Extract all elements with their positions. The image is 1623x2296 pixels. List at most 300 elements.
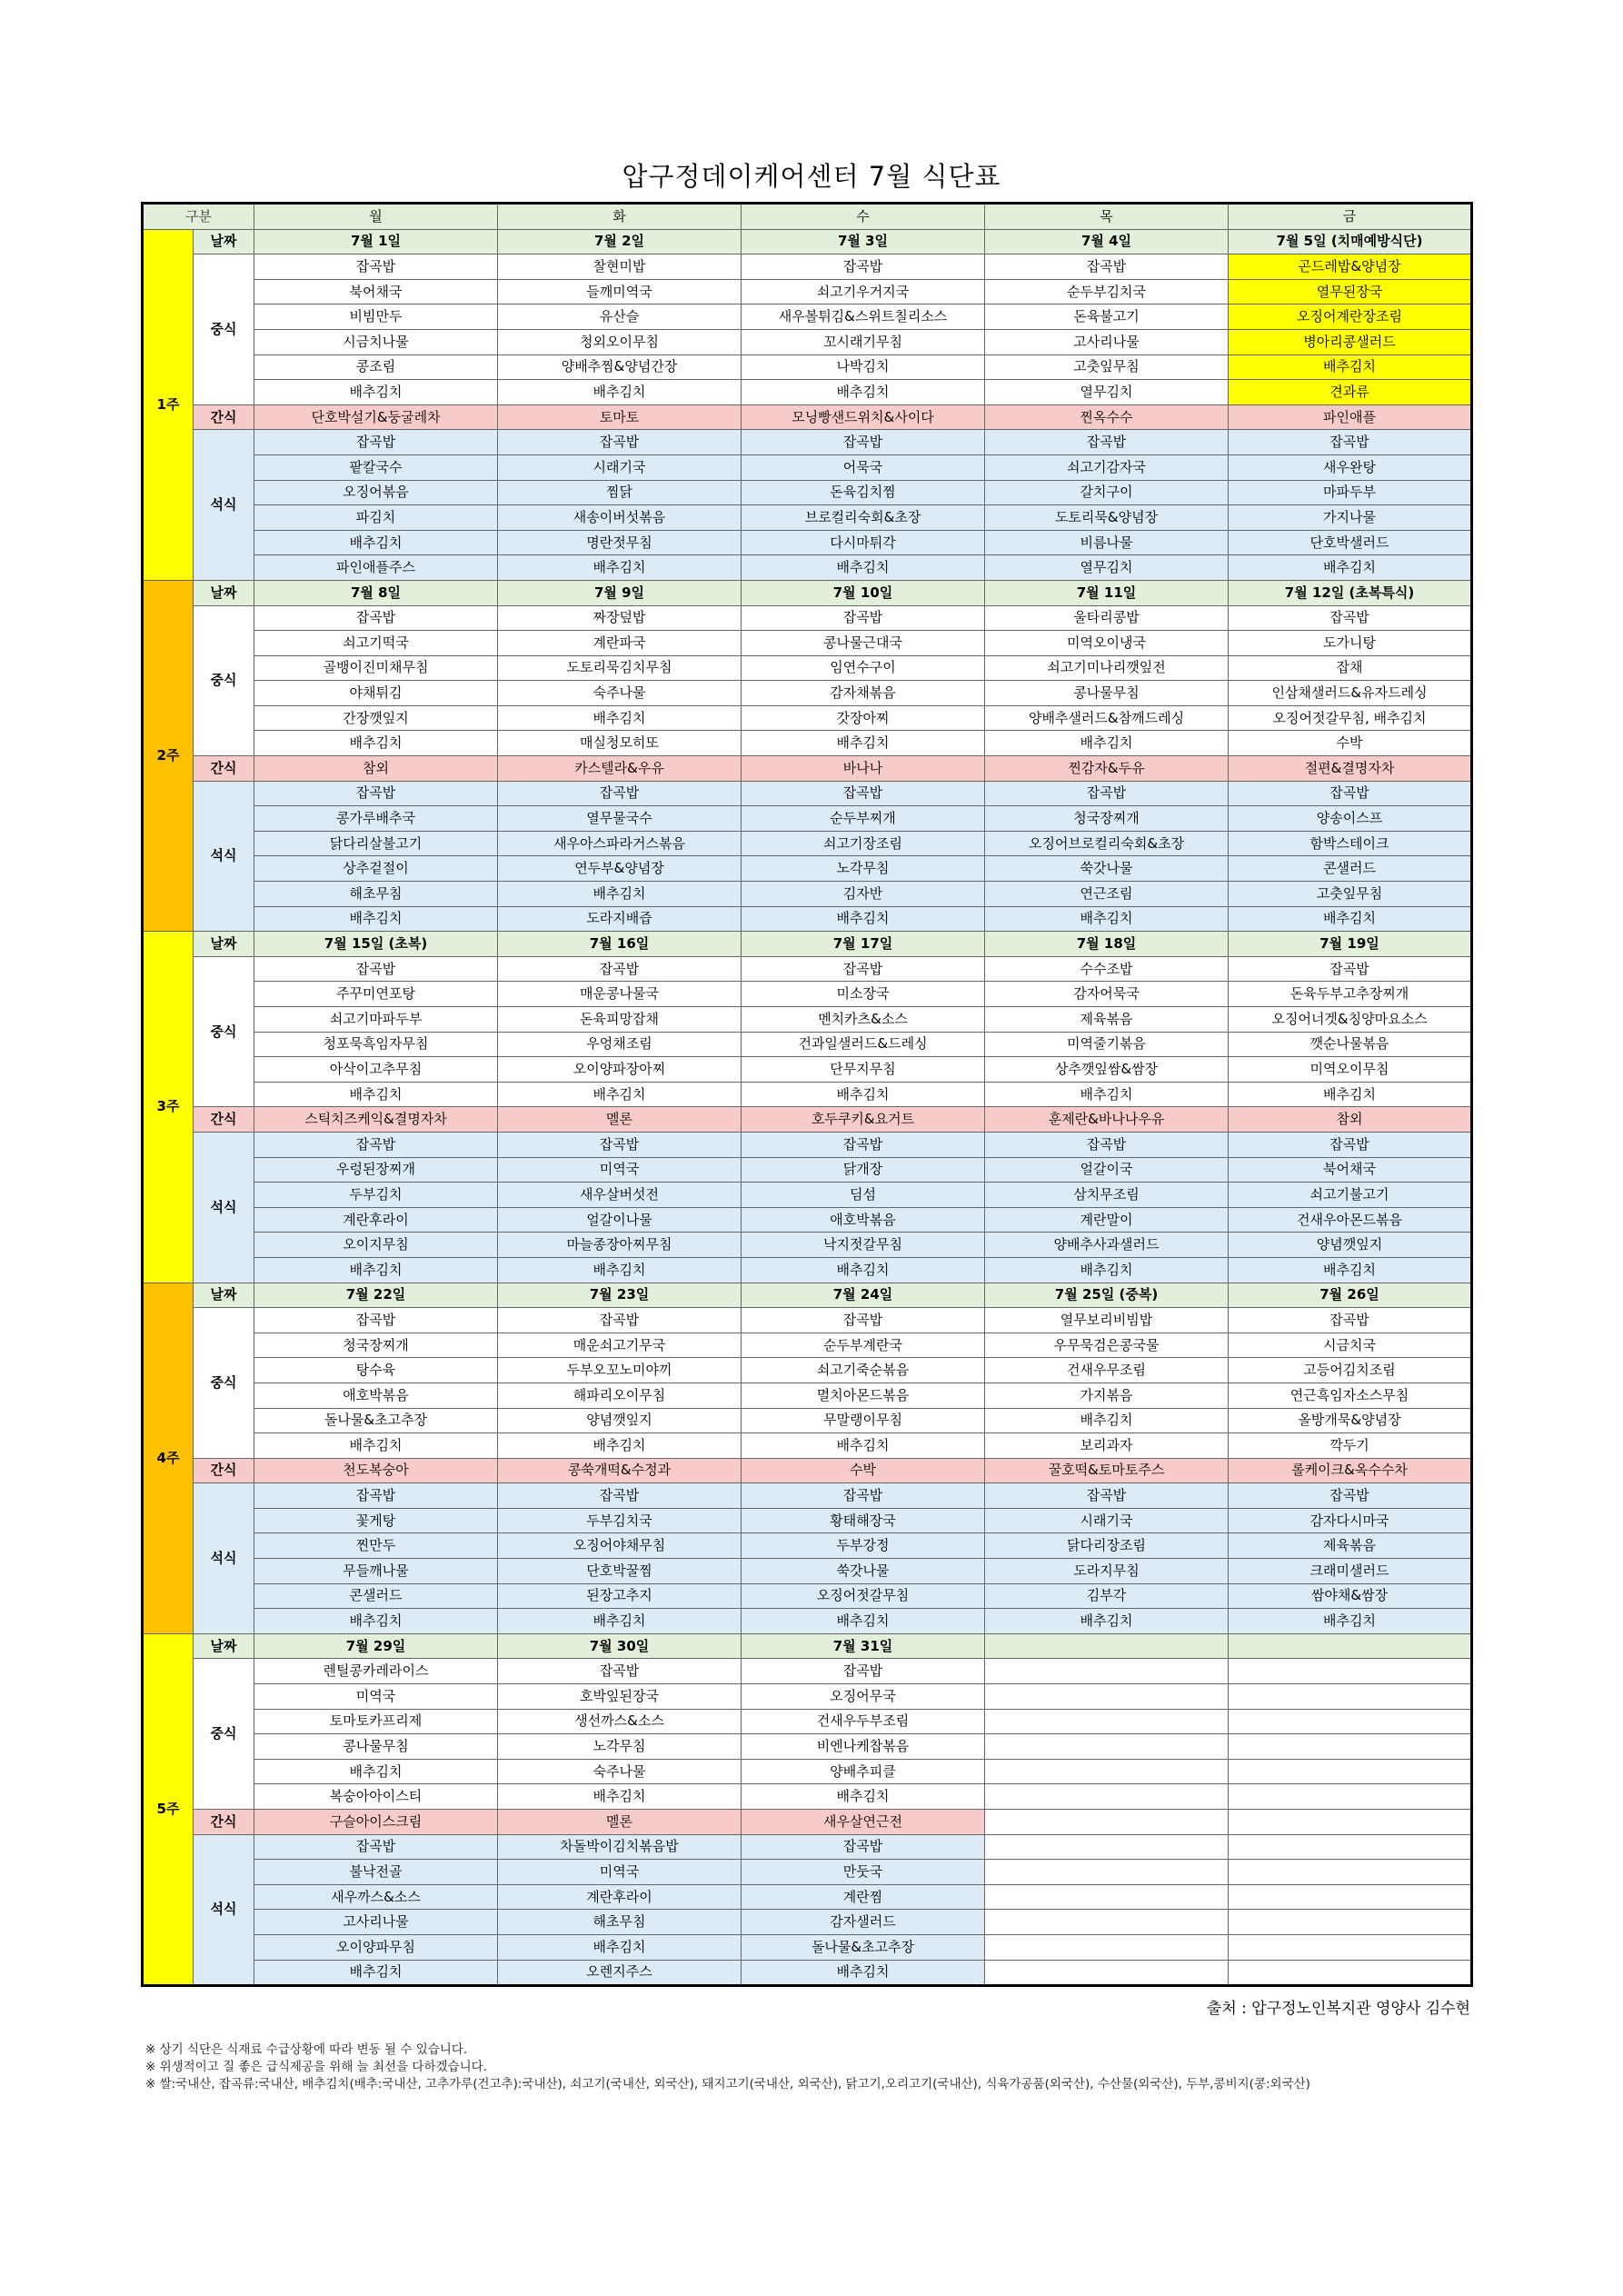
date-cell: 7월 4일 <box>985 229 1229 255</box>
menu-item: 가지볶음 <box>985 1383 1229 1408</box>
menu-item: 잡곡밥 <box>985 1483 1229 1509</box>
menu-item: 쇠고기마파두부 <box>254 1007 498 1033</box>
dinner-row <box>143 480 1472 505</box>
date-label: 날짜 <box>194 1633 254 1659</box>
snack-item: 새우살연근전 <box>742 1810 985 1835</box>
snack-label: 간식 <box>194 1458 254 1483</box>
menu-item: 배추김치 <box>254 1257 498 1283</box>
menu-item: 잡곡밥 <box>1229 1308 1472 1333</box>
menu-item: 김자반 <box>742 882 985 907</box>
lunch-row <box>143 1759 1472 1784</box>
menu-item: 열무보리비빔밥 <box>985 1308 1229 1333</box>
menu-item: 새우살버섯전 <box>498 1183 742 1208</box>
menu-item <box>1229 1709 1472 1734</box>
menu-item: 열무김치 <box>985 380 1229 405</box>
lunch-row <box>143 681 1472 706</box>
lunch-row <box>143 1333 1472 1358</box>
menu-item: 잡곡밥 <box>498 430 742 455</box>
lunch-row <box>143 731 1472 756</box>
menu-item: 숙주나물 <box>498 1759 742 1784</box>
menu-item: 쇠고기죽순볶음 <box>742 1358 985 1383</box>
menu-item: 애호박볶음 <box>742 1207 985 1233</box>
menu-item: 토마토카프리제 <box>254 1709 498 1734</box>
menu-item: 주꾸미연포탕 <box>254 982 498 1007</box>
menu-item: 계란파국 <box>498 631 742 656</box>
menu-item: 새우까스&소스 <box>254 1884 498 1910</box>
date-cell: 7월 3일 <box>742 229 985 255</box>
snack-item: 구슬아이스크림 <box>254 1810 498 1835</box>
menu-item: 돈육피망잡채 <box>498 1007 742 1033</box>
menu-item: 잡곡밥 <box>498 1132 742 1157</box>
snack-label: 간식 <box>194 756 254 782</box>
menu-item <box>1229 1684 1472 1710</box>
menu-item: 견과류 <box>1229 380 1472 405</box>
date-cell <box>1229 1633 1472 1659</box>
menu-item: 단호박꿀찜 <box>498 1559 742 1584</box>
menu-item <box>985 1734 1229 1760</box>
menu-item: 수박 <box>1229 731 1472 756</box>
date-cell: 7월 24일 <box>742 1283 985 1308</box>
menu-item: 잡곡밥 <box>742 605 985 631</box>
menu-item: 잡곡밥 <box>1229 430 1472 455</box>
menu-item: 배추김치 <box>985 906 1229 932</box>
dinner-label: 석식 <box>194 1132 254 1283</box>
lunch-row <box>143 329 1472 354</box>
lunch-row <box>143 631 1472 656</box>
menu-item: 해초무침 <box>498 1910 742 1935</box>
menu-item: 유산슬 <box>498 304 742 330</box>
menu-item: 배추김치 <box>498 705 742 731</box>
menu-item: 콘샐러드 <box>254 1583 498 1609</box>
menu-item: 미역국 <box>254 1684 498 1710</box>
menu-item <box>1229 1659 1472 1684</box>
menu-item: 건새우무조림 <box>985 1358 1229 1383</box>
menu-item: 잡곡밥 <box>254 1483 498 1509</box>
menu-item: 순두부계란국 <box>742 1333 985 1358</box>
footnote-1: ※ 상기 식단은 식재료 수급상황에 따라 변동 될 수 있습니다. <box>145 2042 468 2057</box>
snack-row <box>143 1810 1472 1835</box>
menu-item: 우엉채조림 <box>498 1032 742 1057</box>
menu-item: 콘샐러드 <box>1229 856 1472 882</box>
lunch-row <box>143 1057 1472 1083</box>
menu-item <box>1229 1784 1472 1810</box>
menu-item: 얼갈이나물 <box>498 1207 742 1233</box>
snack-item: 훈제란&바나나우유 <box>985 1107 1229 1133</box>
menu-item: 쇠고기감자국 <box>985 454 1229 480</box>
date-label: 날짜 <box>194 1283 254 1308</box>
menu-item: 잡곡밥 <box>498 1308 742 1333</box>
menu-item: 쌈야채&쌈장 <box>1229 1583 1472 1609</box>
header-day-wed: 수 <box>742 204 985 230</box>
menu-item: 청포묵흑임자무침 <box>254 1032 498 1057</box>
dinner-row <box>143 1157 1472 1183</box>
menu-item: 단무지무침 <box>742 1057 985 1083</box>
menu-item: 오이지무침 <box>254 1233 498 1258</box>
footnotes <box>145 2041 1472 2093</box>
menu-item: 배추김치 <box>254 906 498 932</box>
menu-item <box>1229 1934 1472 1960</box>
menu-item: 배추김치 <box>742 1784 985 1810</box>
menu-item: 김부각 <box>985 1583 1229 1609</box>
date-cell: 7월 22일 <box>254 1283 498 1308</box>
date-cell: 7월 19일 <box>1229 932 1472 957</box>
dinner-row <box>143 906 1472 932</box>
menu-item: 딤섬 <box>742 1183 985 1208</box>
menu-item: 돈육불고기 <box>985 304 1229 330</box>
snack-item: 토마토 <box>498 404 742 430</box>
week-label: 4주 <box>143 1283 194 1633</box>
menu-item: 잡곡밥 <box>985 430 1229 455</box>
lunch-row <box>143 1032 1472 1057</box>
menu-item: 잡곡밥 <box>498 1659 742 1684</box>
menu-item: 도토리묵김치무침 <box>498 655 742 681</box>
menu-item: 해초무침 <box>254 882 498 907</box>
menu-item: 만둣국 <box>742 1860 985 1885</box>
menu-item: 잡곡밥 <box>742 956 985 982</box>
menu-item <box>1229 1884 1472 1910</box>
menu-item: 돈육두부고추장찌개 <box>1229 982 1472 1007</box>
menu-item: 노각무침 <box>742 856 985 882</box>
menu-item: 짜장덮밥 <box>498 605 742 631</box>
menu-item <box>985 1960 1229 1986</box>
menu-item <box>1229 1734 1472 1760</box>
header-day-mon: 월 <box>254 204 498 230</box>
dinner-label: 석식 <box>194 1483 254 1634</box>
menu-item: 미역오이무침 <box>1229 1057 1472 1083</box>
menu-item: 두부김치국 <box>498 1508 742 1533</box>
menu-item: 잡곡밥 <box>742 1483 985 1509</box>
menu-item: 팥칼국수 <box>254 454 498 480</box>
menu-item: 감자다시마국 <box>1229 1508 1472 1533</box>
menu-item: 렌틸콩카레라이스 <box>254 1659 498 1684</box>
lunch-row <box>143 1734 1472 1760</box>
menu-item: 순두부김치국 <box>985 279 1229 304</box>
menu-item <box>1229 1834 1472 1860</box>
menu-item: 배추김치 <box>254 1609 498 1634</box>
snack-item: 참외 <box>1229 1107 1472 1133</box>
header-day-thu: 목 <box>985 204 1229 230</box>
menu-item: 수수조밥 <box>985 956 1229 982</box>
menu-item: 배추김치 <box>1229 1257 1472 1283</box>
menu-item: 콩나물무침 <box>985 681 1229 706</box>
date-row <box>143 580 1472 605</box>
menu-item: 시래기국 <box>985 1508 1229 1533</box>
menu-item: 잡곡밥 <box>254 430 498 455</box>
menu-item: 건새우두부조림 <box>742 1709 985 1734</box>
menu-item: 새우볼튀김&스위트칠리소스 <box>742 304 985 330</box>
menu-item: 잡곡밥 <box>498 1483 742 1509</box>
menu-item: 오이양파장아찌 <box>498 1057 742 1083</box>
menu-item: 오징어브로컬리숙회&초장 <box>985 831 1229 856</box>
menu-item: 미소장국 <box>742 982 985 1007</box>
menu-item: 잡곡밥 <box>254 255 498 280</box>
date-cell: 7월 30일 <box>498 1633 742 1659</box>
lunch-row <box>143 655 1472 681</box>
dinner-row <box>143 1834 1472 1860</box>
menu-item: 고춧잎무침 <box>985 354 1229 380</box>
menu-item: 쇠고기장조림 <box>742 831 985 856</box>
menu-item: 콩나물근대국 <box>742 631 985 656</box>
menu-item: 잡곡밥 <box>985 781 1229 806</box>
menu-item: 두부강정 <box>742 1533 985 1559</box>
menu-item: 제육볶음 <box>1229 1533 1472 1559</box>
lunch-row <box>143 279 1472 304</box>
menu-item: 배추김치 <box>498 1784 742 1810</box>
menu-item <box>985 1709 1229 1734</box>
menu-item <box>1229 1860 1472 1885</box>
menu-item: 쑥갓나물 <box>985 856 1229 882</box>
menu-item: 연근흑임자소스무침 <box>1229 1383 1472 1408</box>
menu-item: 우렁된장찌개 <box>254 1157 498 1183</box>
menu-item: 오징어젓갈무침, 배추김치 <box>1229 705 1472 731</box>
meal-plan-table <box>141 202 1473 1987</box>
lunch-label: 중식 <box>194 1659 254 1810</box>
menu-item: 닭개장 <box>742 1157 985 1183</box>
menu-item: 매운콩나물국 <box>498 982 742 1007</box>
snack-item: 카스텔라&우유 <box>498 756 742 782</box>
snack-item: 단호박설기&둥굴레차 <box>254 404 498 430</box>
menu-item: 잡곡밥 <box>1229 605 1472 631</box>
menu-item: 열무물국수 <box>498 806 742 832</box>
menu-item: 배추김치 <box>1229 1082 1472 1107</box>
date-cell: 7월 9일 <box>498 580 742 605</box>
menu-item: 배추김치 <box>1229 1609 1472 1634</box>
menu-item: 된장고추지 <box>498 1583 742 1609</box>
menu-item: 오징어볶음 <box>254 480 498 505</box>
dinner-row <box>143 1884 1472 1910</box>
menu-item: 잡곡밥 <box>254 781 498 806</box>
dinner-row <box>143 1860 1472 1885</box>
menu-item: 감자채볶음 <box>742 681 985 706</box>
menu-item: 꽃게탕 <box>254 1508 498 1533</box>
date-row <box>143 932 1472 957</box>
menu-item: 다시마튀각 <box>742 530 985 555</box>
menu-item: 청국장찌개 <box>254 1333 498 1358</box>
snack-item: 수박 <box>742 1458 985 1483</box>
date-cell: 7월 5일 (치매예방식단) <box>1229 229 1472 255</box>
menu-item: 오렌지주스 <box>498 1960 742 1986</box>
menu-item: 콩나물무침 <box>254 1734 498 1760</box>
date-cell <box>985 1633 1229 1659</box>
snack-item: 꿀호떡&토마토주스 <box>985 1458 1229 1483</box>
menu-item: 병아리콩샐러드 <box>1229 329 1472 354</box>
menu-item: 배추김치 <box>985 1257 1229 1283</box>
menu-item: 미역국 <box>498 1157 742 1183</box>
dinner-row <box>143 505 1472 531</box>
lunch-row <box>143 354 1472 380</box>
menu-item: 건새우아몬드볶음 <box>1229 1207 1472 1233</box>
menu-item: 단호박샐러드 <box>1229 530 1472 555</box>
date-cell: 7월 29일 <box>254 1633 498 1659</box>
menu-item: 열무된장국 <box>1229 279 1472 304</box>
snack-item: 바나나 <box>742 756 985 782</box>
menu-item <box>985 1784 1229 1810</box>
menu-item: 배추김치 <box>498 1609 742 1634</box>
dinner-row <box>143 454 1472 480</box>
menu-item: 임연수구이 <box>742 655 985 681</box>
menu-item: 미역오이냉국 <box>985 631 1229 656</box>
lunch-label: 중식 <box>194 605 254 756</box>
menu-item: 콩가루배추국 <box>254 806 498 832</box>
menu-item: 갓장아찌 <box>742 705 985 731</box>
footnote-3: ※ 쌀:국내산, 잡곡류:국내산, 배추김치(배추:국내산, 고추가루(건고추):국내산), 쇠고기(국내산, 외국산), 돼지고기(국내산, 외국산), 닭고기,오리고기(국내산), 식육가공품(외국산), 수산물(외국산), 두부,콩비지(콩:외국산) <box>145 2077 1310 2091</box>
lunch-row <box>143 1784 1472 1810</box>
menu-item: 배추김치 <box>985 1408 1229 1433</box>
date-cell: 7월 16일 <box>498 932 742 957</box>
dinner-row <box>143 555 1472 581</box>
menu-item: 잡곡밥 <box>498 956 742 982</box>
menu-item: 올방개묵&양념장 <box>1229 1408 1472 1433</box>
menu-item <box>985 1659 1229 1684</box>
date-row <box>143 229 1472 255</box>
snack-item: 호두쿠키&요거트 <box>742 1107 985 1133</box>
menu-item: 돌나물&초고추장 <box>742 1934 985 1960</box>
source-credit: 출처 : 압구정노인복지관 영양사 김수현 <box>1206 2000 1470 2018</box>
menu-item: 비엔나케찹볶음 <box>742 1734 985 1760</box>
menu-item: 닭다리장조림 <box>985 1533 1229 1559</box>
menu-item: 배추김치 <box>742 1082 985 1107</box>
menu-item: 제육볶음 <box>985 1007 1229 1033</box>
dinner-row <box>143 1934 1472 1960</box>
menu-item <box>985 1684 1229 1710</box>
menu-item: 낙지젓갈무침 <box>742 1233 985 1258</box>
menu-item: 쇠고기우거지국 <box>742 279 985 304</box>
menu-item: 비빔만두 <box>254 304 498 330</box>
menu-item: 계란후라이 <box>254 1207 498 1233</box>
lunch-label: 중식 <box>194 1308 254 1459</box>
snack-item: 롤케이크&옥수수차 <box>1229 1458 1472 1483</box>
lunch-row <box>143 1358 1472 1383</box>
menu-item: 잡곡밥 <box>985 1132 1229 1157</box>
lunch-row <box>143 1383 1472 1408</box>
menu-item: 잡곡밥 <box>1229 1132 1472 1157</box>
menu-item <box>1229 1759 1472 1784</box>
snack-item: 모닝빵샌드위치&사이다 <box>742 404 985 430</box>
menu-item: 잡곡밥 <box>742 1308 985 1333</box>
snack-item: 멜론 <box>498 1810 742 1835</box>
menu-item <box>985 1910 1229 1935</box>
menu-item: 아삭이고추무침 <box>254 1057 498 1083</box>
menu-item: 새우아스파라거스볶음 <box>498 831 742 856</box>
menu-item: 함박스테이크 <box>1229 831 1472 856</box>
menu-item: 복숭아아이스티 <box>254 1784 498 1810</box>
date-cell: 7월 1일 <box>254 229 498 255</box>
menu-item: 잡곡밥 <box>254 1834 498 1860</box>
menu-item: 도라지무침 <box>985 1559 1229 1584</box>
menu-item: 쇠고기불고기 <box>1229 1183 1472 1208</box>
header-day-tue: 화 <box>498 204 742 230</box>
menu-item: 매실청모히또 <box>498 731 742 756</box>
menu-item: 마파두부 <box>1229 480 1472 505</box>
menu-item: 콩조림 <box>254 354 498 380</box>
menu-item: 탕수육 <box>254 1358 498 1383</box>
menu-item: 잡곡밥 <box>742 430 985 455</box>
snack-row <box>143 756 1472 782</box>
snack-item: 찐옥수수 <box>985 404 1229 430</box>
menu-item: 잡곡밥 <box>742 1659 985 1684</box>
menu-item <box>985 1834 1229 1860</box>
menu-item: 양배추샐러드&참깨드레싱 <box>985 705 1229 731</box>
dinner-row <box>143 1609 1472 1634</box>
menu-item: 무말랭이무침 <box>742 1408 985 1433</box>
menu-item: 브로컬리숙회&초장 <box>742 505 985 531</box>
menu-item: 연두부&양념장 <box>498 856 742 882</box>
dinner-row <box>143 1583 1472 1609</box>
menu-item: 열무김치 <box>985 555 1229 581</box>
dinner-row <box>143 530 1472 555</box>
menu-item <box>985 1860 1229 1885</box>
menu-item: 갈치구이 <box>985 480 1229 505</box>
date-cell: 7월 26일 <box>1229 1283 1472 1308</box>
date-cell: 7월 23일 <box>498 1283 742 1308</box>
menu-item: 고사리나물 <box>254 1910 498 1935</box>
menu-item: 가지나물 <box>1229 505 1472 531</box>
week-label: 5주 <box>143 1633 194 1985</box>
menu-item: 깍두기 <box>1229 1433 1472 1459</box>
menu-item: 배추김치 <box>985 731 1229 756</box>
menu-item: 양배추피클 <box>742 1759 985 1784</box>
menu-item: 배추김치 <box>985 1082 1229 1107</box>
menu-item: 배추김치 <box>742 380 985 405</box>
page-title: 압구정데이케어센터 7월 식단표 <box>622 161 1001 192</box>
lunch-row <box>143 1659 1472 1684</box>
date-cell: 7월 2일 <box>498 229 742 255</box>
week-label: 3주 <box>143 932 194 1283</box>
week-label: 1주 <box>143 229 194 580</box>
menu-item: 새송이버섯볶음 <box>498 505 742 531</box>
menu-item: 깻순나물볶음 <box>1229 1032 1472 1057</box>
menu-item: 파인애플주스 <box>254 555 498 581</box>
menu-item: 청국장찌개 <box>985 806 1229 832</box>
dinner-row <box>143 806 1472 832</box>
snack-item: 멜론 <box>498 1107 742 1133</box>
menu-item: 건과일샐러드&드레싱 <box>742 1032 985 1057</box>
snack-row <box>143 404 1472 430</box>
menu-item: 호박잎된장국 <box>498 1684 742 1710</box>
menu-item: 상추깻잎쌈&쌈장 <box>985 1057 1229 1083</box>
menu-item: 마늘종장아찌무침 <box>498 1233 742 1258</box>
menu-item: 양념깻잎지 <box>498 1408 742 1433</box>
date-cell: 7월 15일 (초복) <box>254 932 498 957</box>
menu-item: 배추김치 <box>254 731 498 756</box>
snack-label: 간식 <box>194 1107 254 1133</box>
menu-item: 청외오이무침 <box>498 329 742 354</box>
menu-item: 오징어너겟&칭양마요소스 <box>1229 1007 1472 1033</box>
snack-label: 간식 <box>194 1810 254 1835</box>
footnote-2: ※ 위생적이고 질 좋은 급식제공을 위해 늘 최선을 다하겠습니다. <box>145 2060 487 2074</box>
menu-item: 우무묵검은콩국물 <box>985 1333 1229 1358</box>
menu-item: 순두부찌개 <box>742 806 985 832</box>
menu-item <box>985 1759 1229 1784</box>
menu-item: 어묵국 <box>742 454 985 480</box>
menu-item: 배추김치 <box>1229 906 1472 932</box>
dinner-row <box>143 882 1472 907</box>
lunch-row <box>143 1433 1472 1459</box>
menu-item: 두부김치 <box>254 1183 498 1208</box>
menu-item: 배추김치 <box>742 555 985 581</box>
menu-item <box>1229 1910 1472 1935</box>
menu-item: 상추겉절이 <box>254 856 498 882</box>
menu-item: 배추김치 <box>1229 354 1472 380</box>
menu-item: 배추김치 <box>254 530 498 555</box>
menu-item: 배추김치 <box>742 1257 985 1283</box>
menu-item: 잡곡밥 <box>742 255 985 280</box>
menu-item: 배추김치 <box>498 1082 742 1107</box>
menu-item: 크래미샐러드 <box>1229 1559 1472 1584</box>
menu-item: 비름나물 <box>985 530 1229 555</box>
menu-item: 들깨미역국 <box>498 279 742 304</box>
snack-item: 찐감자&두유 <box>985 756 1229 782</box>
